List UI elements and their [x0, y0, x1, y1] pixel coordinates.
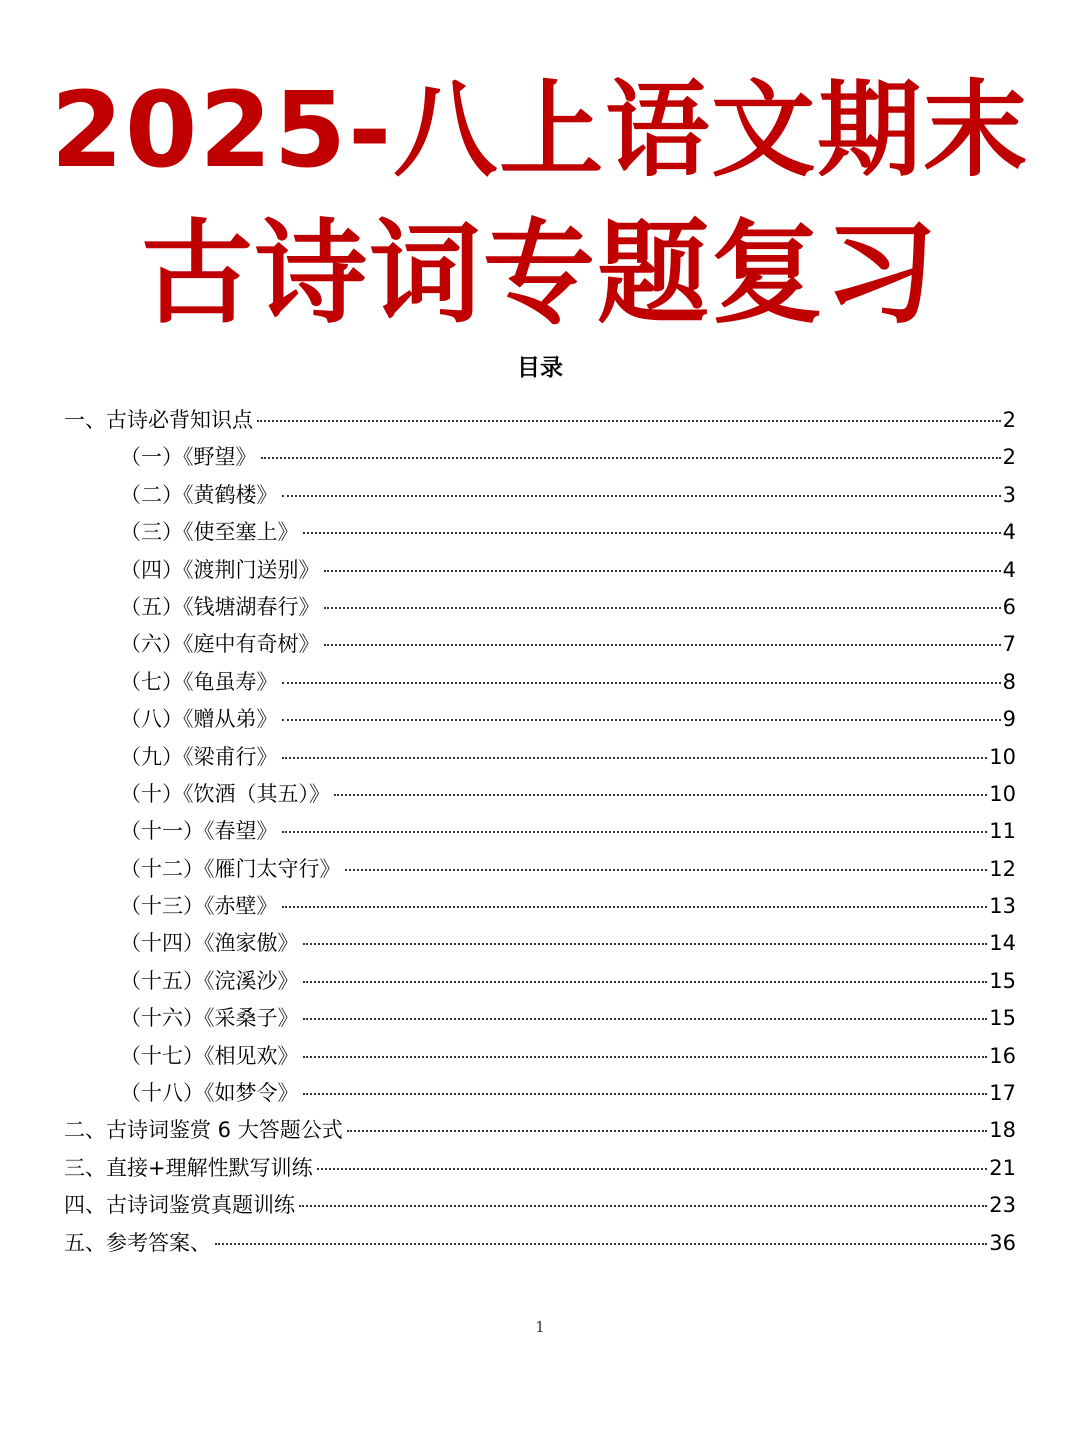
toc-entry-label: （十四）《渔家傲》	[120, 931, 299, 956]
toc-dot-leader	[324, 607, 1001, 609]
toc-dot-leader	[282, 906, 988, 908]
toc-entry-label: （三）《使至塞上》	[120, 520, 299, 545]
toc-entry-page: 4	[1002, 557, 1016, 582]
toc-entry-label: （六）《庭中有奇树》	[120, 632, 320, 657]
toc-entry-page: 6	[1002, 594, 1016, 619]
toc-entry[interactable]	[64, 1187, 1016, 1224]
toc-dot-leader	[345, 869, 988, 871]
toc-entry-label: （二）《黄鹤楼》	[120, 482, 278, 507]
toc-entry-page: 2	[1002, 445, 1016, 470]
toc-entry-label: 五、参考答案、	[64, 1230, 211, 1255]
toc-entry[interactable]	[64, 851, 1016, 888]
toc-entry[interactable]	[64, 1150, 1016, 1187]
toc-entry[interactable]	[64, 664, 1016, 701]
toc-entry-page: 36	[989, 1230, 1016, 1255]
toc-entry[interactable]	[64, 514, 1016, 551]
toc-entry-label: （十三）《赤壁》	[120, 894, 278, 919]
toc-dot-leader	[299, 1205, 987, 1207]
toc-entry-page: 9	[1002, 707, 1016, 732]
toc-entry-page: 3	[1002, 482, 1016, 507]
toc-entry-page: 4	[1002, 520, 1016, 545]
toc-entry[interactable]	[64, 589, 1016, 626]
toc-entry-page: 13	[989, 894, 1016, 919]
toc-entry[interactable]	[64, 402, 1016, 439]
toc-entry-page: 10	[989, 744, 1016, 769]
toc-entry[interactable]	[64, 477, 1016, 514]
toc-entry[interactable]	[64, 1112, 1016, 1149]
toc-entry-label: （九）《梁甫行》	[120, 744, 278, 769]
toc-entry[interactable]	[64, 626, 1016, 663]
toc-entry-label: （五）《钱塘湖春行》	[120, 594, 320, 619]
toc-entry-page: 12	[989, 856, 1016, 881]
toc-dot-leader	[303, 1018, 988, 1020]
toc-heading: 目录	[517, 355, 563, 381]
toc-dot-leader	[215, 1243, 987, 1245]
toc-dot-leader	[347, 1130, 988, 1132]
toc-dot-leader	[303, 1056, 988, 1058]
toc-entry-page: 17	[989, 1081, 1016, 1106]
toc-entry-page: 21	[989, 1155, 1016, 1180]
table-of-contents	[64, 402, 1016, 1262]
page-number: 1	[535, 1318, 545, 1336]
toc-dot-leader	[257, 420, 1001, 422]
toc-entry[interactable]	[64, 701, 1016, 738]
toc-dot-leader	[261, 457, 1001, 459]
toc-entry[interactable]	[64, 1075, 1016, 1112]
document-title-line-1: 2025-八上语文期末	[50, 69, 1030, 191]
toc-dot-leader	[303, 1093, 988, 1095]
toc-entry-page: 11	[989, 819, 1016, 844]
toc-entry-page: 7	[1002, 632, 1016, 657]
toc-entry-label: （七）《龟虽寿》	[120, 669, 278, 694]
toc-entry[interactable]	[64, 813, 1016, 850]
toc-entry[interactable]	[64, 925, 1016, 962]
toc-entry[interactable]	[64, 552, 1016, 589]
toc-dot-leader	[282, 757, 988, 759]
toc-dot-leader	[282, 495, 1001, 497]
toc-dot-leader	[282, 831, 988, 833]
toc-entry[interactable]	[64, 739, 1016, 776]
toc-entry-page: 10	[989, 781, 1016, 806]
toc-entry-label: 一、古诗必背知识点	[64, 408, 253, 432]
toc-dot-leader	[303, 943, 988, 945]
toc-dot-leader	[303, 981, 988, 983]
toc-dot-leader	[282, 682, 1001, 684]
toc-entry[interactable]	[64, 439, 1016, 476]
toc-entry-page: 2	[1002, 408, 1016, 432]
toc-entry-label: 四、古诗词鉴赏真题训练	[64, 1193, 295, 1218]
toc-entry-label: （十八）《如梦令》	[120, 1081, 299, 1106]
toc-entry[interactable]	[64, 888, 1016, 925]
toc-dot-leader	[324, 644, 1001, 646]
toc-entry-label: （十五）《浣溪沙》	[120, 968, 299, 993]
toc-entry-label: （十二）《雁门太守行》	[120, 856, 341, 881]
toc-entry-label: 二、古诗词鉴赏 6 大答题公式	[64, 1118, 343, 1143]
toc-entry-label: （八）《赠从弟》	[120, 707, 278, 732]
toc-entry-label: 三、直接+理解性默写训练	[64, 1155, 313, 1180]
toc-entry-page: 18	[989, 1118, 1016, 1143]
toc-entry-label: （一）《野望》	[120, 445, 257, 470]
toc-entry-label: （四）《渡荆门送别》	[120, 557, 320, 582]
toc-entry-page: 15	[989, 1006, 1016, 1031]
toc-entry-label: （十）《饮酒（其五）》	[120, 781, 330, 806]
toc-entry-label: （十六）《采桑子》	[120, 1006, 299, 1031]
toc-entry[interactable]	[64, 1038, 1016, 1075]
toc-dot-leader	[303, 532, 1001, 534]
toc-entry-page: 16	[989, 1043, 1016, 1068]
toc-dot-leader	[282, 719, 1001, 721]
document-title-line-2: 古诗词专题复习	[141, 209, 939, 339]
toc-dot-leader	[317, 1168, 988, 1170]
toc-entry-page: 14	[989, 931, 1016, 956]
toc-entry[interactable]	[64, 963, 1016, 1000]
toc-entry-label: （十一）《春望》	[120, 819, 278, 844]
toc-entry-page: 8	[1002, 669, 1016, 694]
toc-entry-label: （十七）《相见欢》	[120, 1043, 299, 1068]
toc-dot-leader	[324, 570, 1001, 572]
toc-entry[interactable]	[64, 1225, 1016, 1262]
toc-entry[interactable]	[64, 776, 1016, 813]
toc-entry[interactable]	[64, 1000, 1016, 1037]
toc-entry-page: 15	[989, 968, 1016, 993]
toc-entry-page: 23	[989, 1193, 1016, 1218]
toc-dot-leader	[334, 794, 987, 796]
